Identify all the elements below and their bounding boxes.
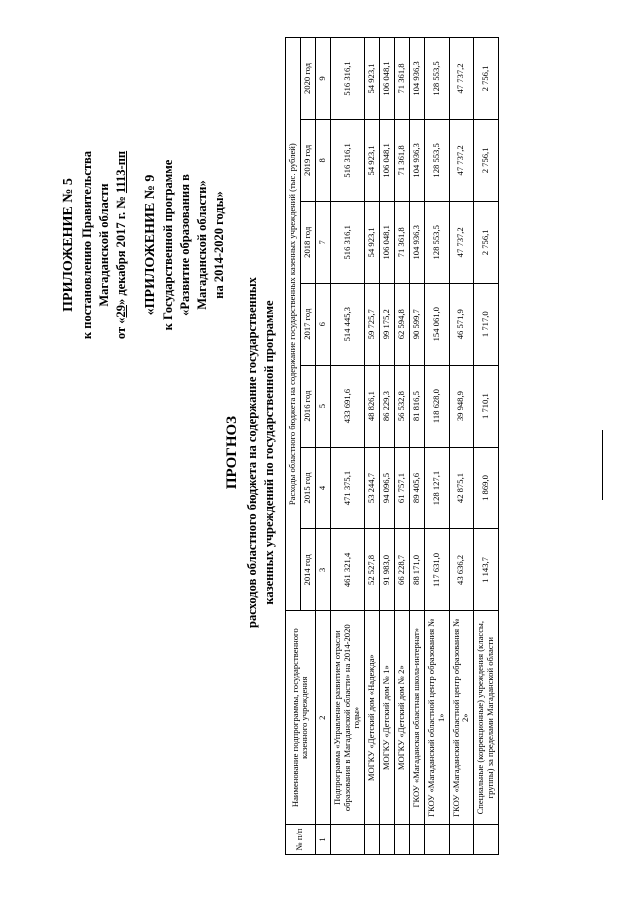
row-value: 59 725,7 bbox=[365, 283, 380, 365]
row-name: Подпрограмма «Управление развитием отрасли образования в Магаданской области» на 2014-2020 годы» bbox=[330, 611, 365, 825]
row-value: 89 405,6 bbox=[409, 447, 424, 529]
row-value: 54 923,1 bbox=[365, 119, 380, 201]
row-value: 61 757,1 bbox=[395, 447, 410, 529]
table-index-row bbox=[315, 38, 330, 855]
row-value: 516 316,1 bbox=[330, 38, 365, 120]
header-year: 2018 год bbox=[300, 201, 315, 283]
row-value: 46 571,9 bbox=[449, 283, 474, 365]
row-value: 2 756,1 bbox=[474, 201, 499, 283]
row-value: 2 756,1 bbox=[474, 38, 499, 120]
appendix-line: Магаданской области bbox=[96, 183, 111, 307]
appendix-line: к Государственной программе bbox=[161, 159, 176, 331]
row-value: 516 316,1 bbox=[330, 201, 365, 283]
row-value: 118 628,0 bbox=[424, 365, 449, 447]
row-value: 48 826,1 bbox=[365, 365, 380, 447]
header-year: 2017 год bbox=[300, 283, 315, 365]
row-value: 433 691,6 bbox=[330, 365, 365, 447]
header-name: Наименование подпрограммы, государственного казенного учреждения bbox=[286, 611, 316, 825]
row-value: 128 553,5 bbox=[424, 119, 449, 201]
header-year: 2019 год bbox=[300, 119, 315, 201]
table-header-row bbox=[286, 38, 301, 855]
row-value: 2 756,1 bbox=[474, 119, 499, 201]
row-number bbox=[424, 825, 449, 855]
column-index: 3 bbox=[315, 529, 330, 611]
date-prefix: от « bbox=[113, 317, 128, 340]
row-name: ГКОУ «Магаданский областной центр образования № 2» bbox=[449, 611, 474, 825]
table-row bbox=[380, 38, 395, 855]
row-value: 71 361,8 bbox=[395, 38, 410, 120]
header-year: 2015 год bbox=[300, 447, 315, 529]
row-number bbox=[474, 825, 499, 855]
table-row bbox=[330, 38, 365, 855]
appendix-subtitle: «ПРИЛОЖЕНИЕ № 9 bbox=[142, 174, 158, 316]
row-value: 91 983,0 bbox=[380, 529, 395, 611]
row-number bbox=[365, 825, 380, 855]
column-index: 5 bbox=[315, 365, 330, 447]
row-value: 128 553,5 bbox=[424, 201, 449, 283]
row-value: 71 361,8 bbox=[395, 201, 410, 283]
appendix-line: на 2014-2020 годы» bbox=[212, 191, 227, 299]
row-value: 117 631,0 bbox=[424, 529, 449, 611]
row-number bbox=[380, 825, 395, 855]
row-value: 86 229,3 bbox=[380, 365, 395, 447]
appendix-line: «Развитие образования в bbox=[178, 174, 193, 316]
row-value: 39 948,9 bbox=[449, 365, 474, 447]
row-value: 56 532,8 bbox=[395, 365, 410, 447]
header-number: № п/п bbox=[286, 825, 316, 855]
table-row bbox=[449, 38, 474, 855]
row-value: 43 636,2 bbox=[449, 529, 474, 611]
column-index: 9 bbox=[315, 38, 330, 120]
row-value: 104 936,3 bbox=[409, 119, 424, 201]
heading-title: ПРОГНОЗ bbox=[224, 415, 240, 490]
header-year: 2014 год bbox=[300, 529, 315, 611]
column-index: 4 bbox=[315, 447, 330, 529]
table-row bbox=[409, 38, 424, 855]
row-value: 128 127,1 bbox=[424, 447, 449, 529]
row-value: 1 869,0 bbox=[474, 447, 499, 529]
row-value: 99 175,2 bbox=[380, 283, 395, 365]
row-value: 42 875,1 bbox=[449, 447, 474, 529]
column-index: 7 bbox=[315, 201, 330, 283]
header-year: 2020 год bbox=[300, 38, 315, 120]
row-value: 71 361,8 bbox=[395, 119, 410, 201]
column-index: 6 bbox=[315, 283, 330, 365]
row-value: 52 527,8 bbox=[365, 529, 380, 611]
heading-subtitle: казенных учреждений по государственной программе bbox=[262, 300, 277, 605]
header-year: 2016 год bbox=[300, 365, 315, 447]
expenses-table bbox=[285, 37, 499, 855]
decree-number: 1113-пп bbox=[113, 150, 128, 194]
column-index: 2 bbox=[315, 611, 330, 825]
row-name: ГКОУ «Магаданский областной центр образования № 1» bbox=[424, 611, 449, 825]
document-heading bbox=[222, 120, 278, 785]
row-value: 53 244,7 bbox=[365, 447, 380, 529]
column-index: 1 bbox=[315, 825, 330, 855]
row-value: 461 321,4 bbox=[330, 529, 365, 611]
row-value: 106 048,1 bbox=[380, 38, 395, 120]
row-value: 47 737,2 bbox=[449, 201, 474, 283]
row-value: 128 553,5 bbox=[424, 38, 449, 120]
date-mid: » декабря 2017 г. № bbox=[113, 193, 128, 306]
divider-line bbox=[602, 430, 603, 500]
appendix-line: к постановлению Правительства bbox=[79, 150, 94, 340]
row-name: МОГКУ «Детский дом «Надежда» bbox=[365, 611, 380, 825]
row-value: 516 316,1 bbox=[330, 119, 365, 201]
row-value: 1 717,0 bbox=[474, 283, 499, 365]
row-value: 106 048,1 bbox=[380, 201, 395, 283]
date-day: 29 bbox=[113, 305, 128, 318]
row-name: Специальные (коррекционные) учреждения (классы, группы) за пределами Магаданской области bbox=[474, 611, 499, 825]
row-number bbox=[409, 825, 424, 855]
row-value: 471 375,1 bbox=[330, 447, 365, 529]
row-number bbox=[330, 825, 365, 855]
row-value: 104 936,3 bbox=[409, 201, 424, 283]
row-value: 104 936,3 bbox=[409, 38, 424, 120]
row-value: 47 737,2 bbox=[449, 38, 474, 120]
table-row bbox=[395, 38, 410, 855]
row-value: 90 599,7 bbox=[409, 283, 424, 365]
table-row bbox=[365, 38, 380, 855]
appendix-title: ПРИЛОЖЕНИЕ № 5 bbox=[61, 178, 76, 312]
row-value: 88 171,0 bbox=[409, 529, 424, 611]
row-number bbox=[395, 825, 410, 855]
row-name: ГКОУ «Магаданская областная школа-интернат» bbox=[409, 611, 424, 825]
row-value: 94 096,5 bbox=[380, 447, 395, 529]
row-value: 514 445,3 bbox=[330, 283, 365, 365]
row-value: 62 594,8 bbox=[395, 283, 410, 365]
appendix-date-line bbox=[113, 80, 130, 410]
row-value: 54 923,1 bbox=[365, 201, 380, 283]
header-expenses-group: Расходы областного бюджета на содержание государственных казенных учреждений (тыс. рублей) bbox=[286, 38, 301, 611]
row-value: 154 061,0 bbox=[424, 283, 449, 365]
column-index: 8 bbox=[315, 119, 330, 201]
row-name: МОГКУ «Детский дом № 2» bbox=[395, 611, 410, 825]
row-value: 47 737,2 bbox=[449, 119, 474, 201]
table-row bbox=[424, 38, 449, 855]
row-value: 81 816,5 bbox=[409, 365, 424, 447]
row-number bbox=[449, 825, 474, 855]
appendix-line: Магаданской области» bbox=[195, 180, 210, 310]
row-value: 1 710,1 bbox=[474, 365, 499, 447]
row-value: 1 143,7 bbox=[474, 529, 499, 611]
row-value: 106 048,1 bbox=[380, 119, 395, 201]
row-value: 66 228,7 bbox=[395, 529, 410, 611]
table-row bbox=[474, 38, 499, 855]
heading-subtitle: расходов областного бюджета на содержание государственных bbox=[245, 277, 260, 628]
row-name: МОГКУ «Детский дом № 1» bbox=[380, 611, 395, 825]
appendix-block bbox=[60, 80, 228, 410]
row-value: 54 923,1 bbox=[365, 38, 380, 120]
